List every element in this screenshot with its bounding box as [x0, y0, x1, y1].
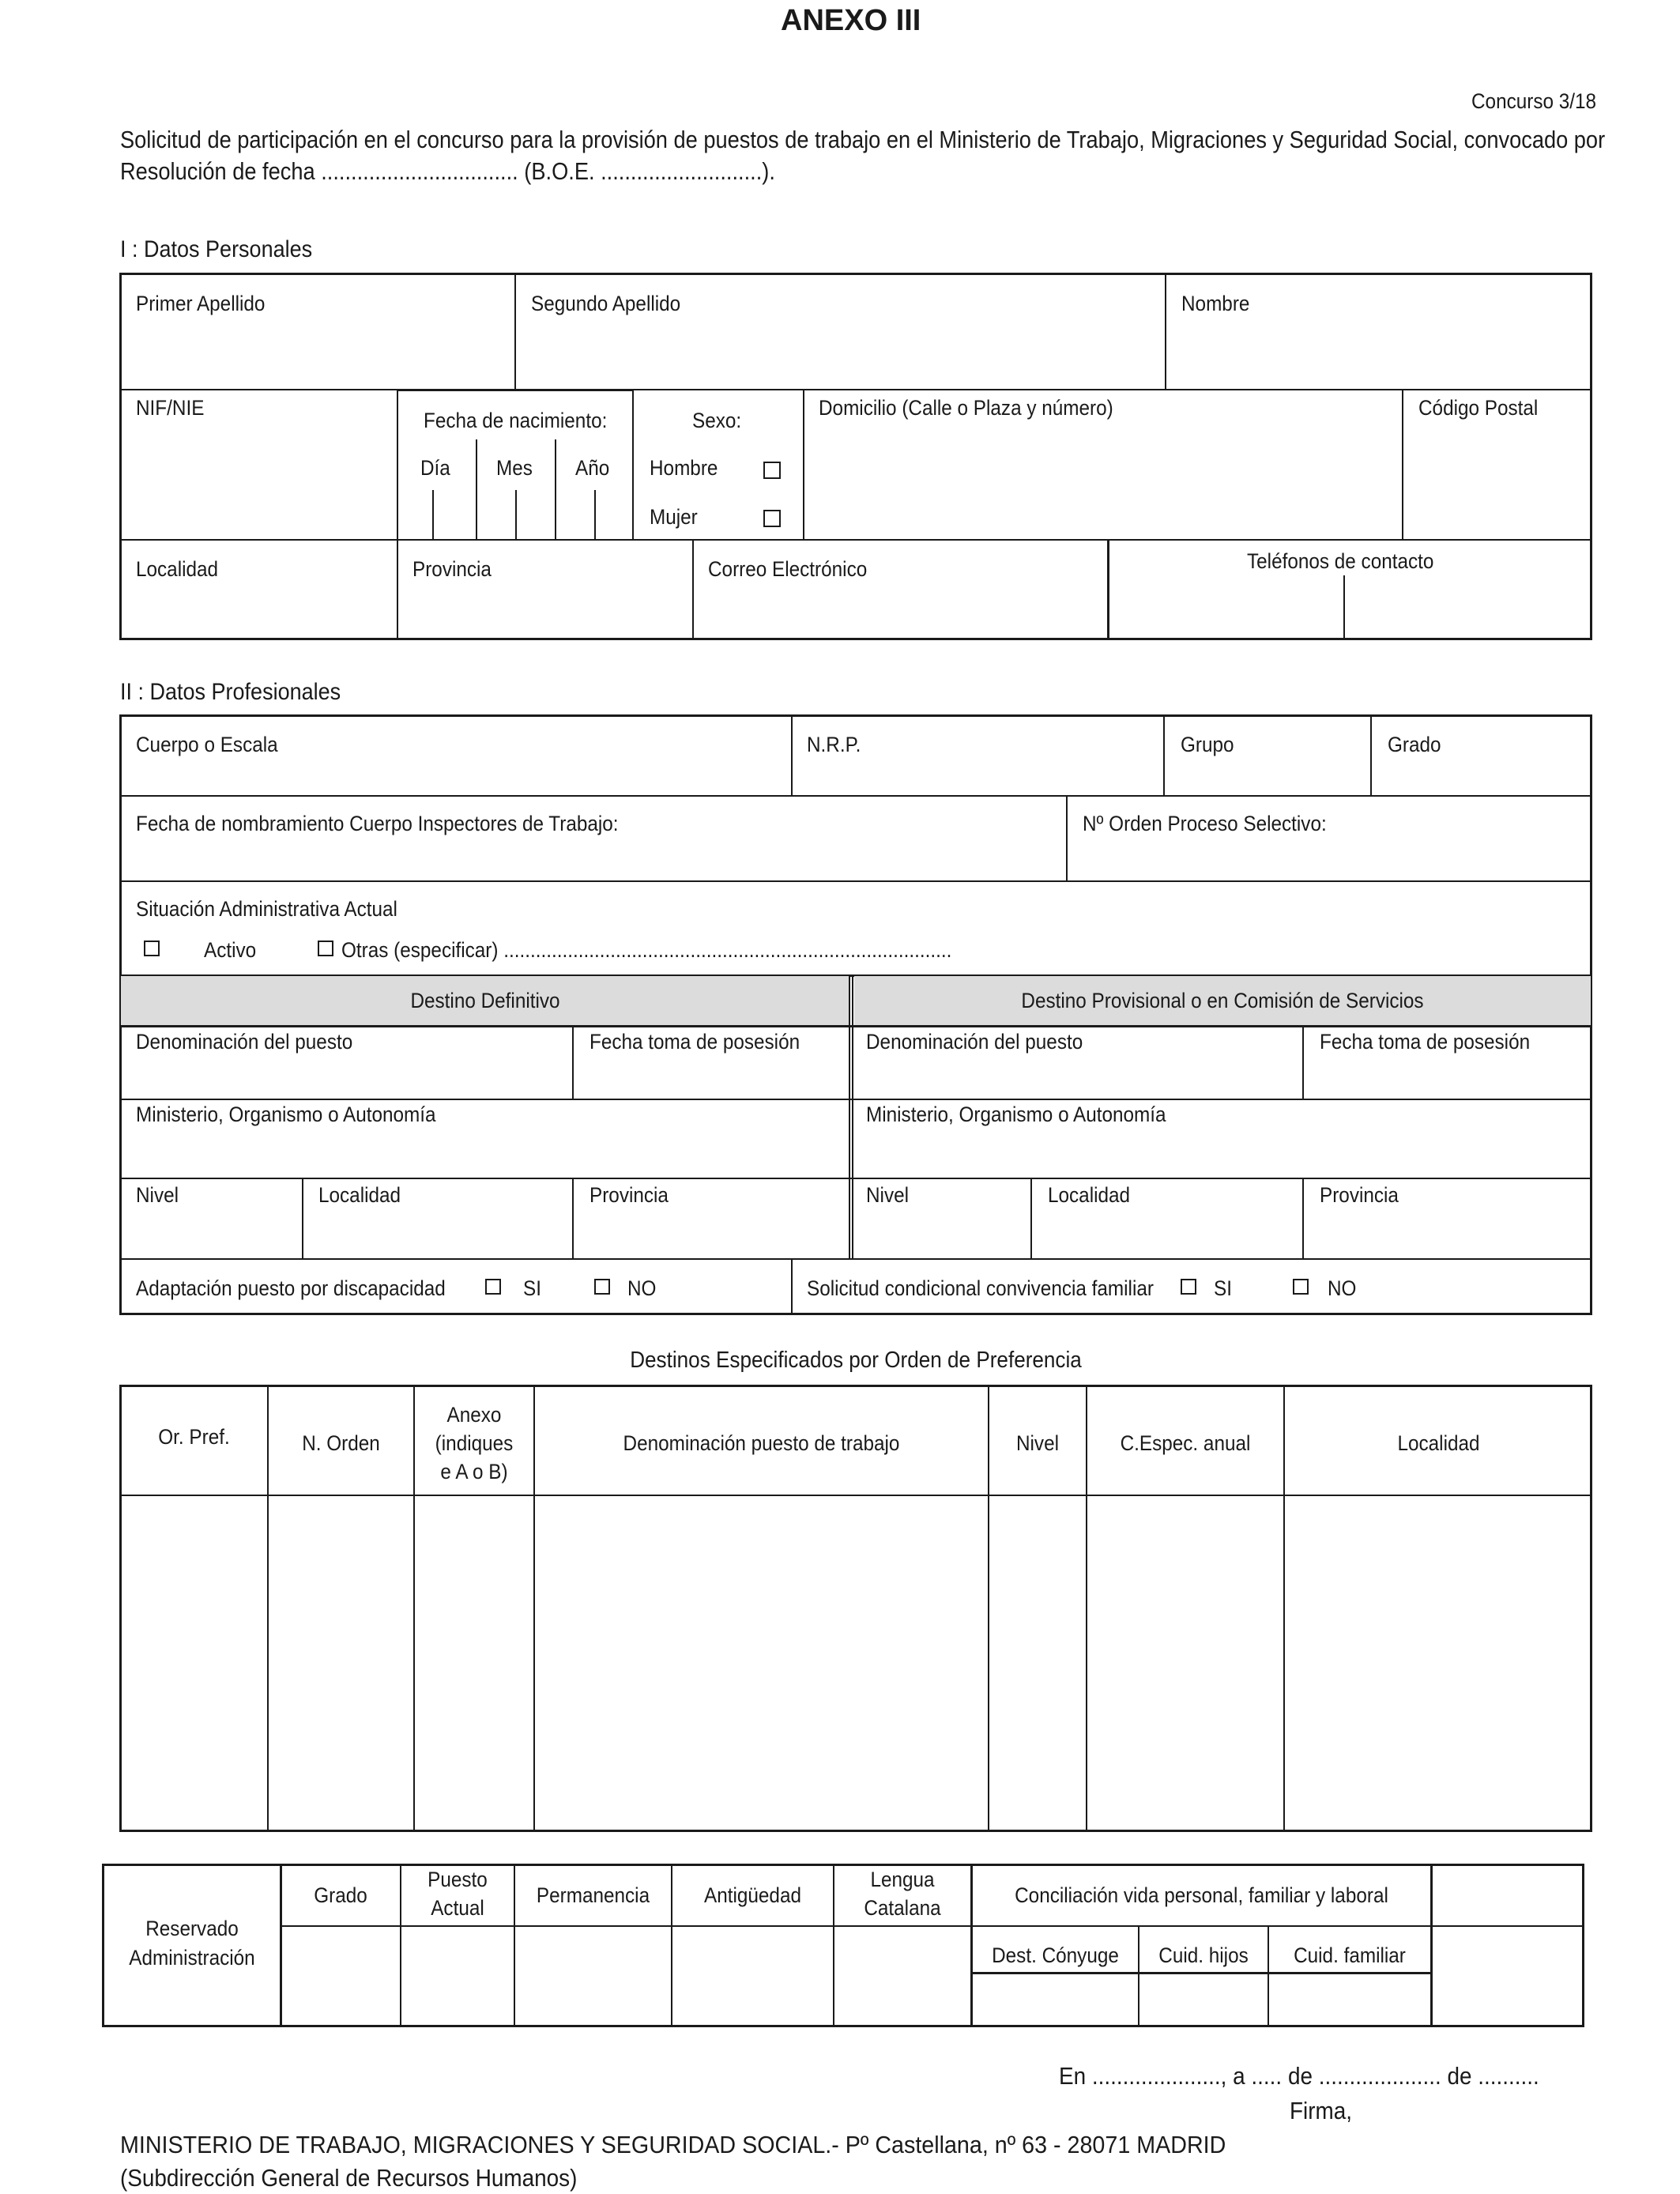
- destinos-title: Destinos Especificados por Orden de Preferencia: [630, 1348, 1082, 1373]
- grado-label: Grado: [1388, 733, 1441, 756]
- divider: [476, 439, 477, 539]
- firma-label: Firma,: [1290, 2097, 1353, 2124]
- divider: [692, 539, 694, 640]
- intro-text-line-1: Solicitud de participación en el concurso para la provisión de puestos de trabajo en el Ministerio de Trabajo, Migraciones y Seguridad Social, convocado por: [120, 126, 1606, 153]
- divider: [572, 1178, 574, 1258]
- col-or-pref: Or. Pref.: [158, 1425, 230, 1449]
- reservado-permanencia: Permanencia: [536, 1883, 650, 1907]
- reservado-grado: Grado: [314, 1883, 367, 1907]
- reservado-cuid-familiar: Cuid. familiar: [1294, 1943, 1406, 1967]
- personal-data-frame: [119, 273, 1592, 640]
- condicional-si-label: SI: [1214, 1276, 1232, 1300]
- adaptacion-no-label: NO: [627, 1276, 657, 1300]
- col-anexo-line-1: Anexo: [446, 1403, 502, 1427]
- divider: [514, 273, 516, 389]
- divider: [280, 1864, 282, 2027]
- fecha-linea: En ....................., a ..... de .................... de ..........: [1059, 2062, 1539, 2090]
- reservado-cuid-hijos: Cuid. hijos: [1158, 1943, 1249, 1967]
- col-nivel: Nivel: [1015, 1431, 1059, 1455]
- divider: [119, 1258, 1592, 1260]
- divider: [791, 1258, 793, 1315]
- concurso-label: Concurso 3/18: [1471, 89, 1597, 113]
- provincia-label: Provincia: [412, 557, 492, 581]
- divider: [572, 1025, 574, 1099]
- hombre-label: Hombre: [650, 456, 718, 480]
- correo-label: Correo Electrónico: [708, 557, 868, 581]
- divider: [849, 974, 850, 1258]
- divider: [514, 1864, 515, 2027]
- divider: [1302, 1178, 1304, 1258]
- def-ministerio-label: Ministerio, Organismo o Autonomía: [136, 1103, 436, 1126]
- divider: [833, 1864, 834, 2027]
- divider: [302, 1178, 303, 1258]
- reservado-antiguedad: Antigüedad: [704, 1883, 801, 1907]
- reservado-puesto-line-1: Puesto: [428, 1868, 488, 1891]
- reservado-label-line-1: Reservado: [145, 1917, 239, 1940]
- divider: [988, 1385, 989, 1832]
- def-fecha-toma-label: Fecha toma de posesión: [590, 1030, 800, 1054]
- adaptacion-si-label: SI: [523, 1276, 541, 1300]
- hombre-checkbox[interactable]: [763, 462, 781, 479]
- divider: [1302, 1025, 1304, 1099]
- divider: [397, 389, 632, 391]
- solicitud-condicional-label: Solicitud condicional convivencia familiar: [807, 1276, 1154, 1300]
- primer-apellido-label: Primer Apellido: [136, 292, 266, 315]
- divider: [1283, 1385, 1285, 1832]
- divider: [533, 1385, 535, 1832]
- grupo-label: Grupo: [1181, 733, 1234, 756]
- reservado-puesto-line-2: Actual: [431, 1896, 484, 1920]
- prov-localidad-label: Localidad: [1048, 1183, 1131, 1207]
- col-anexo-line-2: (indiques: [435, 1431, 514, 1455]
- section-title-personal: I : Datos Personales: [120, 236, 313, 262]
- reservado-dest-conyuge: Dest. Cónyuge: [992, 1943, 1119, 1967]
- situacion-label: Situación Administrativa Actual: [136, 897, 397, 921]
- condicional-no-checkbox[interactable]: [1293, 1279, 1309, 1295]
- fecha-nacimiento-label: Fecha de nacimiento:: [424, 409, 608, 432]
- divider: [803, 389, 804, 539]
- nombre-label: Nombre: [1181, 292, 1250, 315]
- divider: [594, 490, 596, 539]
- adaptacion-label: Adaptación puesto por discapacidad: [136, 1276, 446, 1300]
- col-n-orden: N. Orden: [302, 1431, 380, 1455]
- divider: [1370, 714, 1372, 795]
- cuerpo-label: Cuerpo o Escala: [136, 733, 278, 756]
- divider: [671, 1864, 672, 2027]
- divider: [555, 439, 556, 539]
- divider: [119, 1025, 1592, 1027]
- activo-label: Activo: [204, 938, 257, 962]
- dia-label: Día: [420, 456, 450, 480]
- divider: [970, 1864, 973, 2027]
- segundo-apellido-label: Segundo Apellido: [531, 292, 681, 315]
- divider: [970, 1972, 1430, 1974]
- divider: [119, 1495, 1592, 1496]
- ministerio-address: MINISTERIO DE TRABAJO, MIGRACIONES Y SEGURIDAD SOCIAL.- Pº Castellana, nº 63 - 28071 MADRID: [120, 2131, 1226, 2158]
- divider: [515, 490, 517, 539]
- destino-definitivo-header: Destino Definitivo: [410, 989, 560, 1012]
- divider: [119, 880, 1592, 882]
- anio-label: Año: [575, 456, 610, 480]
- reservado-conciliacion: Conciliación vida personal, familiar y laboral: [1015, 1883, 1388, 1907]
- def-denominacion-label: Denominación del puesto: [136, 1030, 353, 1054]
- condicional-no-label: NO: [1328, 1276, 1357, 1300]
- subdireccion-line: (Subdirección General de Recursos Humanos): [120, 2164, 578, 2192]
- codigo-postal-label: Código Postal: [1418, 396, 1539, 420]
- divider: [280, 1925, 1584, 1927]
- condicional-si-checkbox[interactable]: [1181, 1279, 1196, 1295]
- divider: [413, 1385, 415, 1832]
- divider: [119, 389, 1592, 390]
- divider: [632, 389, 634, 539]
- divider: [397, 539, 398, 640]
- divider: [1030, 1178, 1032, 1258]
- col-localidad: Localidad: [1397, 1431, 1480, 1455]
- divider: [267, 1385, 269, 1832]
- adaptacion-si-checkbox[interactable]: [485, 1279, 501, 1295]
- divider: [119, 1099, 1592, 1100]
- fecha-nombramiento-label: Fecha de nombramiento Cuerpo Inspectores de Trabajo:: [136, 812, 619, 835]
- divider: [1402, 389, 1403, 539]
- divider: [400, 1864, 401, 2027]
- intro-text-line-2: Resolución de fecha ................................. (B.O.E. ...........................).: [120, 157, 775, 185]
- sexo-label: Sexo:: [692, 409, 742, 432]
- divider: [1107, 539, 1109, 640]
- reservado-lengua-line-2: Catalana: [864, 1896, 941, 1920]
- domicilio-label: Domicilio (Calle o Plaza y número): [819, 396, 1113, 420]
- divider: [397, 389, 398, 539]
- col-cespec: C.Espec. anual: [1120, 1431, 1251, 1455]
- divider: [119, 795, 1592, 797]
- adaptacion-no-checkbox[interactable]: [594, 1279, 610, 1295]
- def-nivel-label: Nivel: [136, 1183, 179, 1207]
- section-title-profesional: II : Datos Profesionales: [120, 679, 341, 705]
- divider: [791, 714, 793, 795]
- divider: [852, 974, 853, 1258]
- divider: [432, 490, 434, 539]
- prov-fecha-toma-label: Fecha toma de posesión: [1320, 1030, 1531, 1054]
- mes-label: Mes: [496, 456, 533, 480]
- divider: [1430, 1864, 1433, 2027]
- divider: [1066, 795, 1068, 880]
- prov-nivel-label: Nivel: [866, 1183, 910, 1207]
- def-provincia-label: Provincia: [590, 1183, 669, 1207]
- divider: [1138, 1925, 1139, 2027]
- page-title: ANEXO III: [781, 4, 921, 37]
- nrp-label: N.R.P.: [807, 733, 861, 756]
- activo-checkbox[interactable]: [144, 941, 160, 956]
- divider: [1165, 273, 1166, 389]
- def-localidad-label: Localidad: [318, 1183, 401, 1207]
- col-anexo-line-3: e A o B): [440, 1460, 508, 1483]
- orden-proceso-label: Nº Orden Proceso Selectivo:: [1083, 812, 1327, 835]
- divider: [1086, 1385, 1087, 1832]
- divider: [1163, 714, 1165, 795]
- prov-ministerio-label: Ministerio, Organismo o Autonomía: [866, 1103, 1166, 1126]
- localidad-label: Localidad: [136, 557, 219, 581]
- otras-checkbox[interactable]: [318, 941, 333, 956]
- telefonos-label: Teléfonos de contacto: [1247, 549, 1434, 573]
- divider: [1343, 575, 1345, 640]
- divider: [119, 1178, 1592, 1179]
- mujer-label: Mujer: [650, 505, 698, 529]
- col-denominacion: Denominación puesto de trabajo: [623, 1431, 900, 1455]
- mujer-checkbox[interactable]: [763, 510, 781, 527]
- divider: [1268, 1925, 1269, 2027]
- prov-denominacion-label: Denominación del puesto: [866, 1030, 1083, 1054]
- nif-label: NIF/NIE: [136, 396, 205, 420]
- divider: [119, 539, 1592, 541]
- destino-provisional-header: Destino Provisional o en Comisión de Servicios: [1021, 989, 1424, 1012]
- reservado-lengua-line-1: Lengua: [870, 1868, 935, 1891]
- otras-label: Otras (especificar) ....................................................................................: [341, 938, 952, 962]
- reservado-label-line-2: Administración: [129, 1946, 255, 1970]
- prov-provincia-label: Provincia: [1320, 1183, 1399, 1207]
